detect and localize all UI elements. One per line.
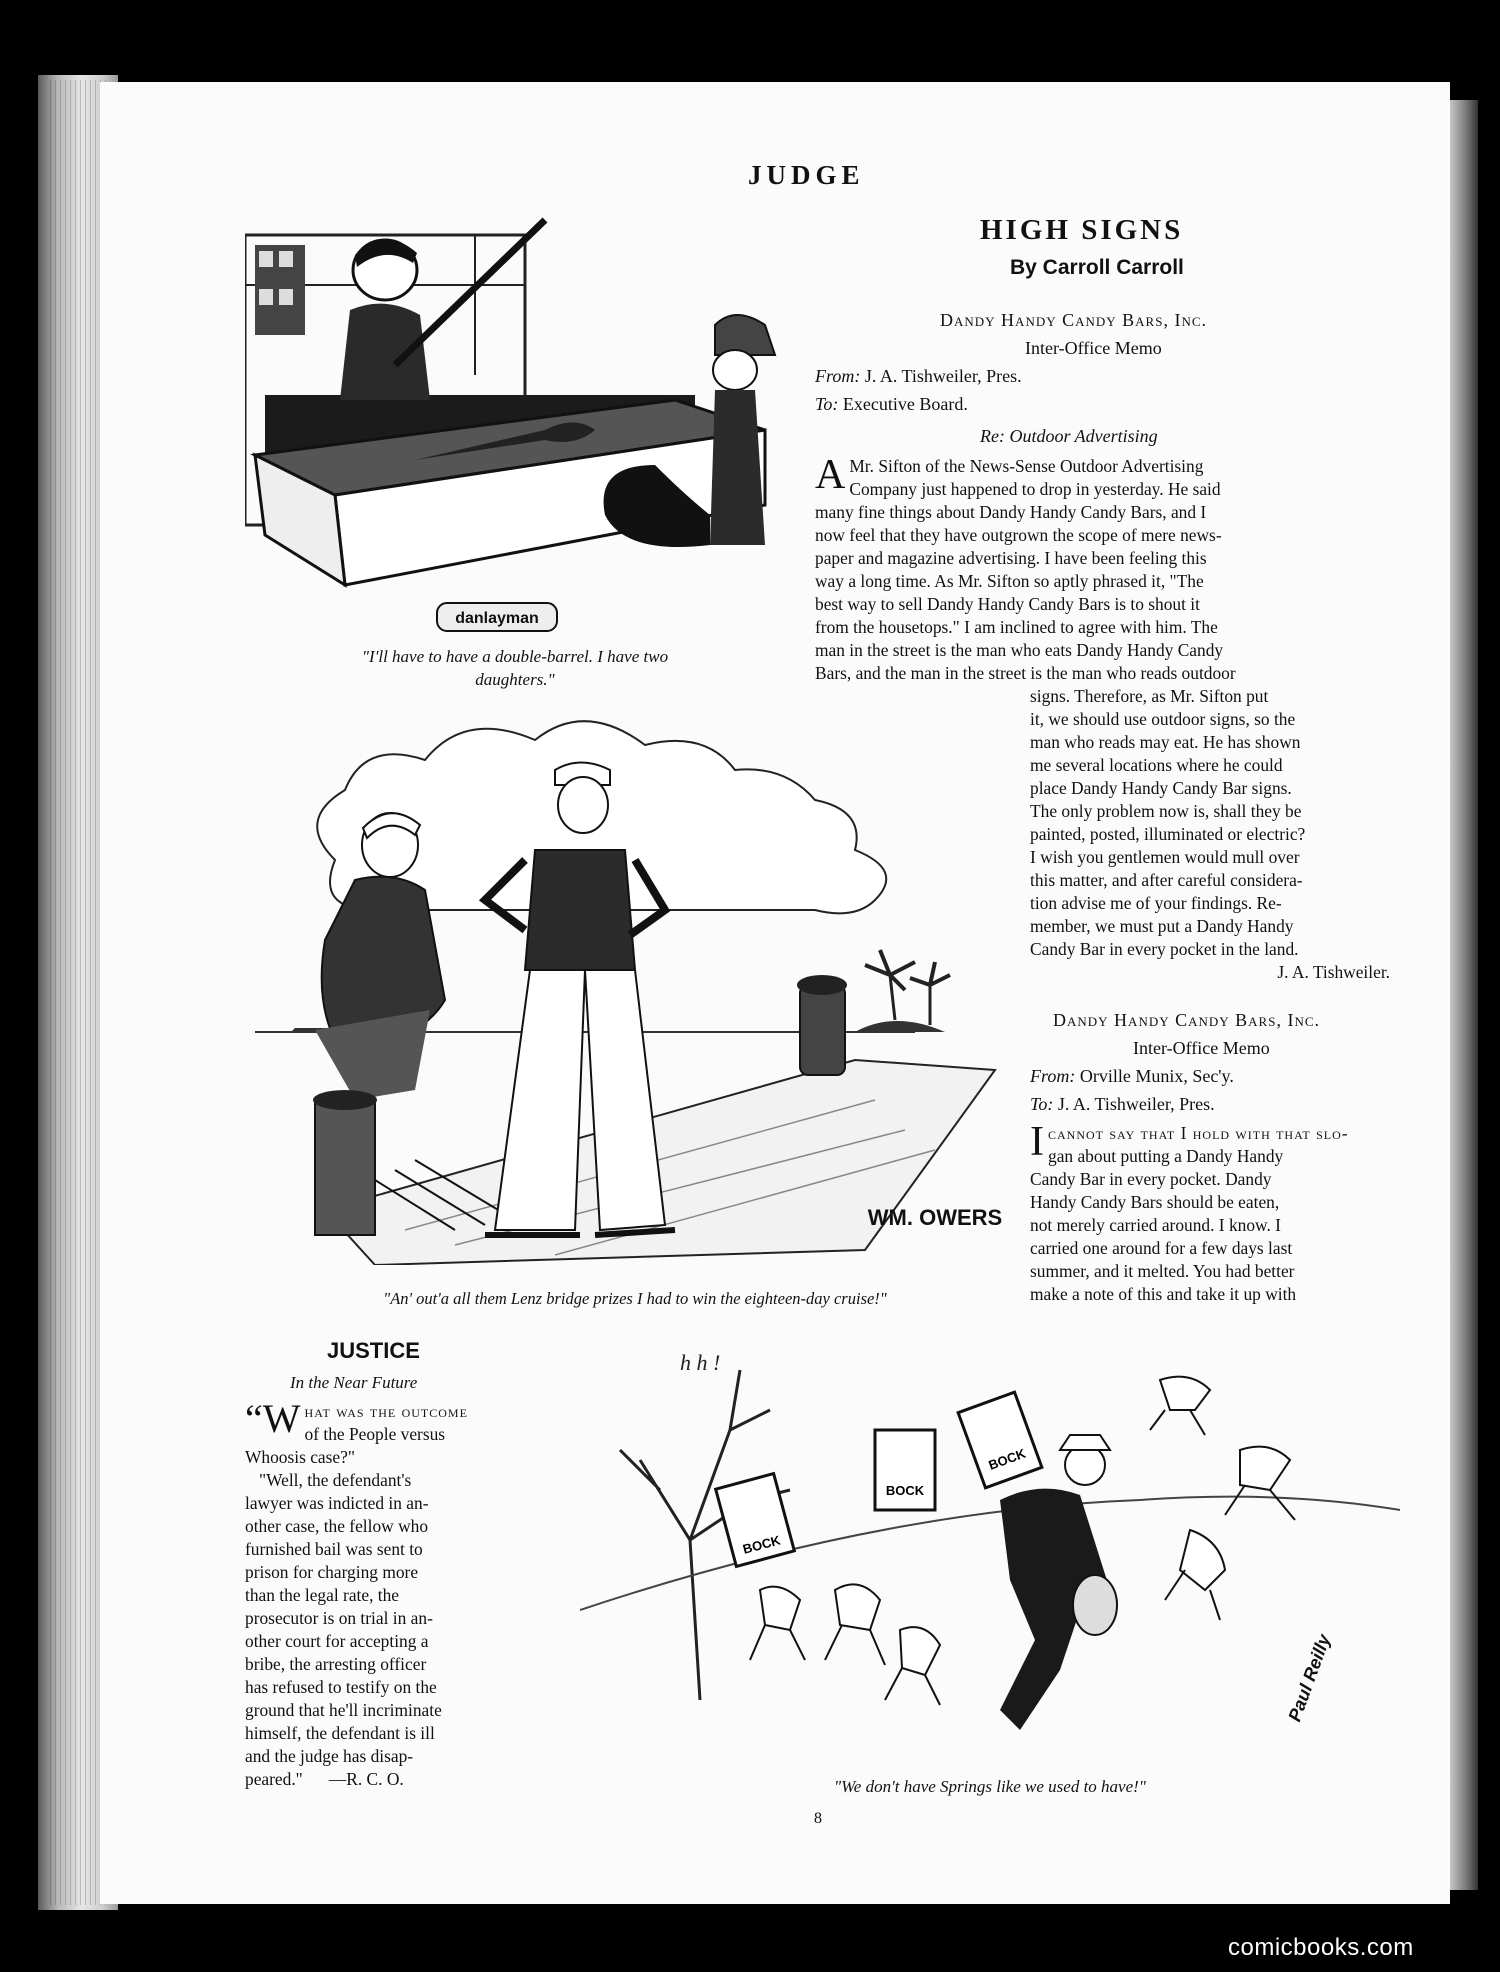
- svg-text:BOCK: BOCK: [986, 1445, 1028, 1473]
- memo2-company: Dandy Handy Candy Bars, Inc.: [1053, 1010, 1321, 1030]
- sailors-cartoon: [255, 710, 1015, 1265]
- bock-sign: [716, 1474, 795, 1567]
- justice-subtitle: In the Near Future: [290, 1373, 418, 1392]
- bock-sign: [958, 1392, 1042, 1488]
- memo1-type: Inter-Office Memo: [1025, 338, 1162, 358]
- memo1-dropcap: A: [815, 452, 846, 498]
- hillside: [580, 1497, 1400, 1610]
- leaping-goat: [750, 1587, 805, 1660]
- memo2-body: I cannot say that I hold with that slo- gan about putting a Dandy Handy Candy Bar in every pocket. Dandy Handy Candy Bars should be eaten, not merely carried around. I know. I carried one around for a few days last summer, and it melted. You had better make a note of this and take it up with: [1030, 1119, 1349, 1304]
- standing-sailor-body: [525, 850, 635, 970]
- cartoon-signature: Paul Reilly: [1284, 1631, 1335, 1725]
- justice-title: JUSTICE: [327, 1338, 420, 1363]
- leaping-goat: [1225, 1447, 1295, 1520]
- shotgun-raised: [395, 220, 545, 365]
- justice-body: “W hat was the outcome of the People versus Whoosis case?" "Well, the defendant's lawyer was indicted in an- other case, the fellow who furnished bail was sent to prison for charging more than the legal rate, the prosecutor is on trial in an- other court for accepting a bribe, the arresting officer has refused to testify on the ground that he'll incriminate himself, the defendant is ill and the judge has disap- peared." —R. C. O.: [245, 1396, 468, 1789]
- memo1-body-wide: A Mr. Sifton of the News-Sense Outdoor Advertising Company just happened to drop in yesterday. He said many fine things about Dandy Handy Candy Bars, and I now feel that they have outgrown the scope of mere news- paper and magazine advertising. I have been feeling this way a long time. As Mr. Sifton so aptly phrased it, "The best way to sell Dandy Handy Candy Bars is to shout it from the housetops." I am inclined to agree with him. The man in the street is the man who eats Dandy Handy Candy Bars, and the man in the street is the man who reads outdoor: [815, 452, 1236, 683]
- spring-caption: "We don't have Springs like we used to have!": [834, 1777, 1146, 1796]
- memo2-to: To: J. A. Tishweiler, Pres.: [1030, 1094, 1215, 1114]
- facing-page-edge: [1448, 100, 1478, 1890]
- memo1-signature: J. A. Tishweiler.: [1277, 962, 1390, 982]
- leaping-goat: [1150, 1377, 1210, 1435]
- memo1-to: To: Executive Board.: [815, 394, 968, 414]
- sailors-caption: "An' out'a all them Lenz bridge prizes I had to win the eighteen-day cruise!": [383, 1289, 887, 1308]
- bird-chirp-text: h h !: [680, 1350, 721, 1375]
- leaping-goat: [1165, 1530, 1225, 1620]
- spring-cartoon: [580, 1340, 1400, 1770]
- memo1-re: Re: Outdoor Advertising: [980, 426, 1158, 446]
- svg-text:BOCK: BOCK: [741, 1532, 783, 1557]
- piling: [315, 1100, 375, 1235]
- standing-sailor-head: [558, 777, 608, 833]
- pier-deck: [325, 1060, 995, 1265]
- memo2-from: From: Orville Munix, Sec'y.: [1030, 1066, 1234, 1086]
- memo1-from: From: J. A. Tishweiler, Pres.: [815, 366, 1022, 386]
- memo2-type: Inter-Office Memo: [1133, 1038, 1270, 1058]
- bock-sign: [875, 1430, 935, 1510]
- page-number: 8: [814, 1810, 822, 1827]
- leaping-goat: [825, 1584, 885, 1665]
- gun-shop-caption: "I'll have to have a double-barrel. I have two daughters.": [361, 647, 669, 689]
- memo1-body-narrow: signs. Therefore, as Mr. Sifton put it, we should use outdoor signs, so the man who reads may eat. He has shown me several locations where he could place Dandy Handy Candy Bar signs. The only problem now is, shall they be painted, posted, illuminated or electric? I wish you gentlemen would mull over this matter, and after careful considera- tion advise me of your findings. Re- member, we must put a Dandy Handy Candy Bar in every pocket in the land. J. A. Tishweiler.: [1030, 685, 1410, 984]
- shopkeeper-body: [340, 304, 430, 400]
- leaping-goat: [885, 1627, 940, 1705]
- running-head: JUDGE: [748, 160, 865, 190]
- source-watermark: comicbooks.com: [1228, 1934, 1414, 1961]
- pier-bollard: [800, 985, 845, 1075]
- customer-hat: [715, 315, 775, 355]
- justice-dropcap: “W: [245, 1396, 301, 1441]
- svg-text:BOCK: BOCK: [885, 1483, 925, 1498]
- cartoon-signature: WM. OWERS: [867, 1205, 1003, 1230]
- cartoon-signature: danlayman: [455, 610, 539, 627]
- memo1-company: Dandy Handy Candy Bars, Inc.: [940, 310, 1208, 330]
- customer-body: [710, 390, 765, 545]
- gun-shop-cartoon: [245, 215, 785, 635]
- memo2-dropcap: I: [1030, 1119, 1044, 1165]
- article-byline: By Carroll Carroll: [1010, 256, 1184, 279]
- article-title: HIGH SIGNS: [980, 214, 1184, 246]
